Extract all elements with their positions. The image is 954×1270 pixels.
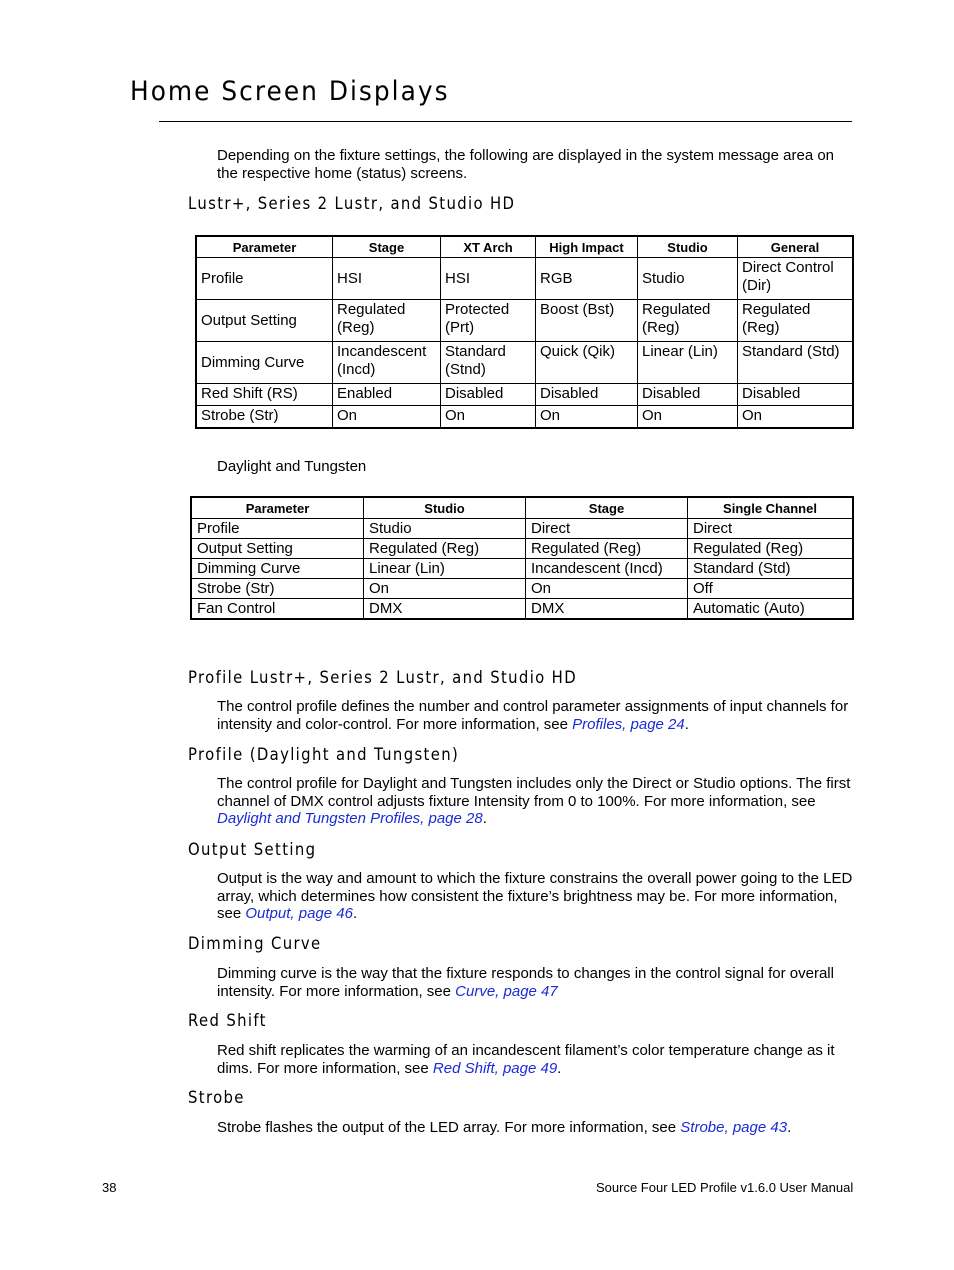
table-cell: Standard (Std): [688, 559, 854, 579]
table-cell: Direct: [526, 519, 688, 539]
table-cell: HSI: [441, 258, 536, 300]
table-header: Single Channel: [688, 497, 854, 519]
table-cell: Enabled: [333, 384, 441, 406]
lustr-display-table: [195, 235, 854, 429]
table-header-row: [196, 236, 853, 258]
profile-daylight-text: The control profile for Daylight and Tungsten includes only the Direct or Studio options. The first channel of DMX control adjusts fixture Intensity from 0 to 100%. For more information, see Daylight and Tungsten Profiles, page 28.: [217, 775, 851, 827]
table-cell: Output Setting: [196, 300, 333, 342]
section-heading-output: Output Setting: [188, 840, 317, 859]
table-cell: Disabled: [638, 384, 738, 406]
table-cell: Off: [688, 579, 854, 599]
section-heading-lustr: Lustr+, Series 2 Lustr, and Studio HD: [188, 194, 516, 213]
manual-title: Source Four LED Profile v1.6.0 User Manual: [596, 1180, 854, 1195]
table-header: Studio: [638, 236, 738, 258]
table-cell: Studio: [364, 519, 526, 539]
table-header: XT Arch: [441, 236, 536, 258]
table-cell: Strobe (Str): [196, 406, 333, 428]
table-cell: Disabled: [738, 384, 854, 406]
table-row: [191, 539, 853, 559]
table-row: [191, 559, 853, 579]
strobe-link[interactable]: Strobe, page 43: [680, 1119, 788, 1136]
table-cell: Dimming Curve: [191, 559, 364, 579]
output-link[interactable]: Output, page 46: [245, 905, 353, 922]
table-row: [191, 579, 853, 599]
table-cell: Regulated (Reg): [526, 539, 688, 559]
table-cell: Red Shift (RS): [196, 384, 333, 406]
table-cell: Regulated (Reg): [364, 539, 526, 559]
table-cell: HSI: [333, 258, 441, 300]
table-row: [196, 300, 853, 342]
table-row: [191, 519, 853, 539]
table-header-row: [191, 497, 853, 519]
table-cell: Strobe (Str): [191, 579, 364, 599]
page-number: 38: [102, 1180, 117, 1195]
table-header: Parameter: [196, 236, 333, 258]
table-cell: RGB: [536, 258, 638, 300]
table-cell: Incandescent (Incd): [333, 342, 441, 384]
table-cell: Dimming Curve: [196, 342, 333, 384]
table-cell: Regulated (Reg): [638, 300, 738, 342]
table-header: Parameter: [191, 497, 364, 519]
table-cell: Standard (Std): [738, 342, 854, 384]
table-cell: DMX: [526, 599, 688, 620]
section-heading-strobe: Strobe: [188, 1088, 245, 1107]
table-cell: Direct: [688, 519, 854, 539]
table-cell: Fan Control: [191, 599, 364, 620]
table-row: [196, 384, 853, 406]
table-cell: On: [536, 406, 638, 428]
table-row: [191, 599, 853, 620]
table-cell: Linear (Lin): [638, 342, 738, 384]
table-cell: Studio: [638, 258, 738, 300]
section-heading-profile-lustr: Profile Lustr+, Series 2 Lustr, and Studio HD: [188, 668, 577, 687]
page-title: Home Screen Displays: [130, 76, 450, 107]
table-cell: Disabled: [536, 384, 638, 406]
table-cell: On: [441, 406, 536, 428]
section-heading-profile-daylight: Profile (Daylight and Tungsten): [188, 745, 460, 764]
table-header: High Impact: [536, 236, 638, 258]
table-cell: On: [333, 406, 441, 428]
profile-lustr-text: The control profile defines the number and control parameter assignments of input channels for intensity and color-control. For more information, see Profiles, page 24.: [217, 698, 849, 733]
table-header: Stage: [333, 236, 441, 258]
table-cell: Output Setting: [191, 539, 364, 559]
table-header: Stage: [526, 497, 688, 519]
table-cell: Protected (Prt): [441, 300, 536, 342]
table-cell: DMX: [364, 599, 526, 620]
curve-link[interactable]: Curve, page 47: [455, 982, 558, 1000]
table-cell: Disabled: [441, 384, 536, 406]
table-cell: Regulated (Reg): [333, 300, 441, 342]
table-header: General: [738, 236, 854, 258]
table-cell: On: [526, 579, 688, 599]
daylight-profiles-link[interactable]: Daylight and Tungsten Profiles, page 28: [217, 810, 483, 827]
table-cell: On: [364, 579, 526, 599]
table-cell: Boost (Bst): [536, 300, 638, 342]
intro-text: Depending on the fixture settings, the following are displayed in the system message area on the respective home (status) screens.: [217, 147, 835, 182]
output-text: Output is the way and amount to which the fixture constrains the overall power going to the LED array, which determines how consistent the fixture’s brightness may be. For more information, see Output, page 46.: [217, 870, 853, 922]
daylight-display-table: [190, 496, 854, 620]
table-row: [196, 406, 853, 428]
table-cell: Regulated (Reg): [688, 539, 854, 559]
table-cell: Regulated (Reg): [738, 300, 854, 342]
table-row: [196, 342, 853, 384]
dimming-text: Dimming curve is the way that the fixture responds to changes in the control signal for overall intensity. For more information, see Curve, page 47: [217, 965, 834, 1000]
table-row: [196, 258, 853, 300]
table-cell: Standard (Stnd): [441, 342, 536, 384]
table-cell: On: [638, 406, 738, 428]
table-cell: Incandescent (Incd): [526, 559, 688, 579]
table-cell: On: [738, 406, 854, 428]
table-cell: Linear (Lin): [364, 559, 526, 579]
redshift-link[interactable]: Red Shift, page 49: [432, 1059, 558, 1077]
table-cell: Profile: [191, 519, 364, 539]
section-heading-dimming: Dimming Curve: [188, 934, 322, 953]
profiles-link[interactable]: Profiles, page 24: [572, 715, 685, 733]
table-cell: Quick (Qik): [536, 342, 638, 384]
redshift-text: Red shift replicates the warming of an incandescent filament’s color temperature change as it dims. For more information, see Red Shift, page 49.: [217, 1042, 835, 1077]
section-heading-redshift: Red Shift: [188, 1011, 267, 1030]
table-cell: Automatic (Auto): [688, 599, 854, 620]
strobe-text: Strobe flashes the output of the LED array. For more information, see Strobe, page 43.: [217, 1119, 792, 1136]
table-cell: Profile: [196, 258, 333, 300]
daylight-caption: Daylight and Tungsten: [217, 458, 367, 475]
table-cell: Direct Control (Dir): [738, 258, 854, 300]
table-header: Studio: [364, 497, 526, 519]
title-rule: [159, 121, 852, 122]
